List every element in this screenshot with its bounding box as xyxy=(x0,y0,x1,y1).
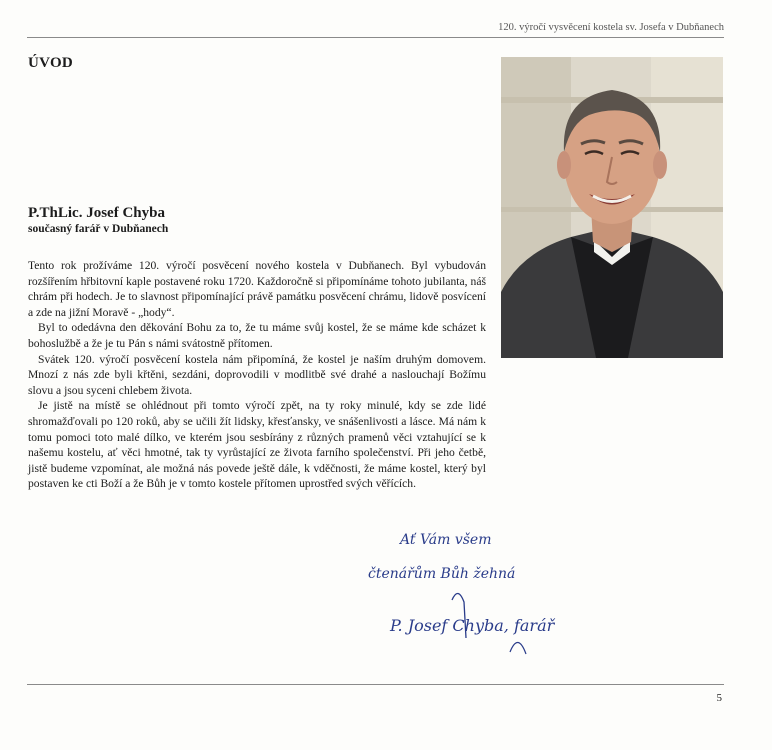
handwritten-signature xyxy=(360,528,600,668)
signature-flourish-icon xyxy=(360,528,600,668)
footer-rule xyxy=(27,684,724,685)
author-portrait-photo xyxy=(501,57,723,358)
running-header: 120. výročí vysvěcení kostela sv. Josefa v Dubňanech xyxy=(498,22,724,33)
author-name: P.ThLic. Josef Chyba xyxy=(28,205,165,221)
author-role: současný farář v Dubňanech xyxy=(28,223,169,235)
paragraph: Byl to odedávna den děkování Bohu za to, že tu máme svůj kostel, že se máme kde scházet k bohoslužbě a že je tu Pán s námi svátostně přítomen. xyxy=(28,321,486,350)
signature-line-name: P. Josef Chyba, farář xyxy=(390,616,555,635)
section-title: ÚVOD xyxy=(28,55,74,71)
paragraph: Je jistě na místě se ohlédnout při tomto výročí zpět, na ty roky minulé, kdy se zde lidé shromažďovali po 120 roků, aby se učili žít lidsky, křesťansky, ve snášenlivosti a lásce. Má nám k tomu pomoci toto malé dílko, ve kterém jsou sesbírány z různých pramenů věci vztahující se k našemu kostelu, ať věci hmotné, tak ty vyrůstající ze života farního společenství. Při jeho četbě, jistě budeme vzpomínat, ale možná nás povede ještě dále, k vděčnosti, že máme kostel, který byl postaven ke cti Boží a že Bůh je v tomto kostele přítomen uprostřed svých věřících. xyxy=(28,399,486,491)
article-body xyxy=(28,258,486,492)
page-number: 5 xyxy=(716,692,722,704)
signature-line-blessing: čtenářům Bůh žehná xyxy=(368,566,516,582)
paragraph: Svátek 120. výročí posvěcení kostela nám připomíná, že kostel je naším druhým domovem. Mnozí z nás zde byli křtěni, sezdáni, doprovodili v modlitbě své drahé a naslouchají Božímu slovu a jsou syceni chlebem života. xyxy=(28,352,486,397)
paragraph: Tento rok prožíváme 120. výročí posvěcení nového kostela v Dubňanech. Byl vybudován rozšířením hřbitovní kaple postavené roku 1720. Každoročně si připomínáme tohoto jubilanta, náš chrám při hodech. Je to slavnost připomínající právě památku posvěcení chrámu, lidově posvícení a zde na jižní Moravě - „hody“. xyxy=(28,259,486,319)
header-rule xyxy=(27,37,724,38)
signature-line-greeting: Ať Vám všem xyxy=(400,532,492,548)
